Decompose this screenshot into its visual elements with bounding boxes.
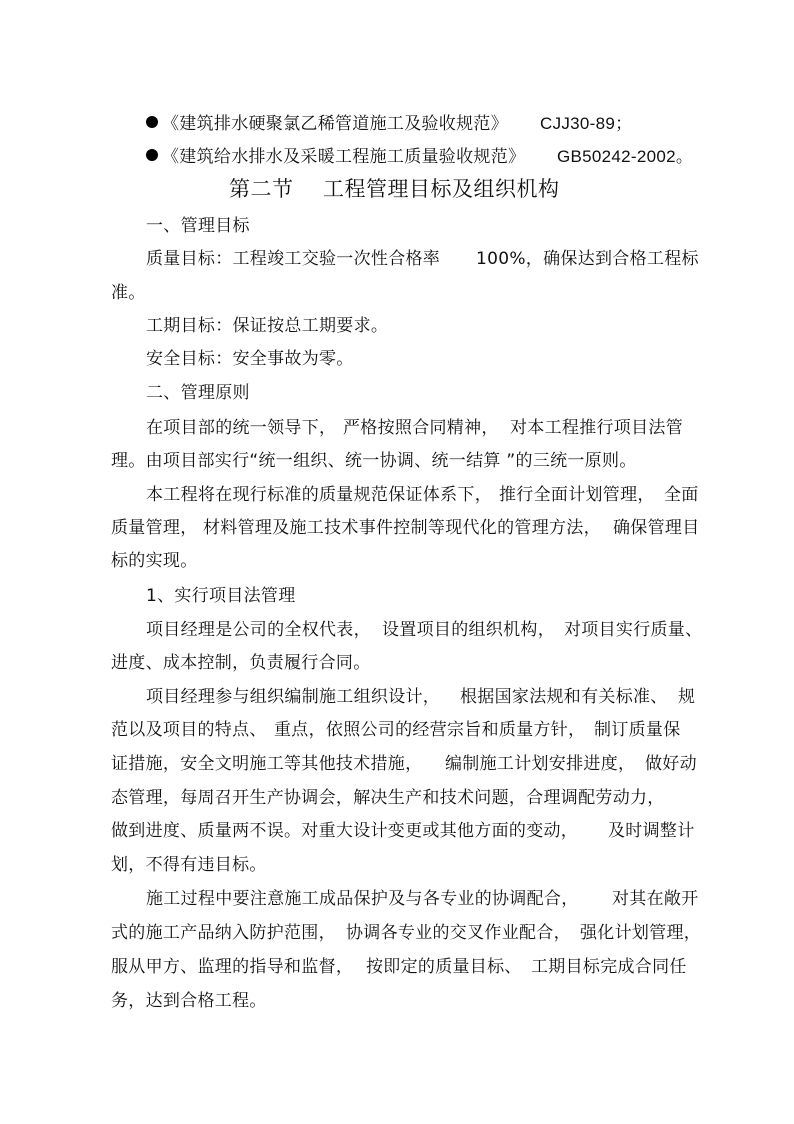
quality-goal-text: 质量目标：工程竣工交验一次性合格率 (146, 249, 441, 269)
standard-code: GB50242-2002。 (557, 147, 694, 166)
standard-name: 《建筑给水排水及采暖工程施工质量验收规范》 (162, 147, 526, 167)
text-segment: 根据国家法规和有关标准、 (460, 687, 668, 707)
section-number: 第二节 (229, 177, 294, 201)
text-segment: 编制施工计划安排进度， (445, 754, 636, 774)
paragraph-1-line-2: 理。由项目部实行“统一组织、统一协调、统一结算 ”的三统一原则。 (111, 451, 637, 471)
safety-goal: 安全目标：安全事故为零。 (146, 349, 354, 369)
standard-item-1 (146, 114, 633, 134)
text-segment: 制订质量保 (594, 720, 681, 740)
text-segment: 规 (678, 687, 696, 707)
text-segment: 服从甲方、监理的指导和监督， (111, 957, 354, 977)
heading-project-method: 1、实行项目法管理 (146, 586, 296, 606)
heading-management-goals: 一、管理目标 (146, 216, 250, 236)
standard-code: CJJ30-89； (540, 114, 633, 133)
text-segment: 本工程将在现行标准的质量规范保证体系下， (146, 485, 492, 505)
paragraph-2-line-3: 标的实现。 (111, 551, 198, 571)
text-segment: 项目经理参与组织编制施工组织设计， (146, 687, 441, 707)
quality-goal-cont: 准。 (111, 283, 146, 303)
paragraph-2-line-1 (146, 485, 699, 505)
paragraph-4-line-1 (146, 687, 696, 707)
text-segment: 设置项目的组织机构， (382, 620, 555, 640)
paragraph-5-line-3 (111, 957, 687, 977)
paragraph-2-line-2 (111, 518, 700, 538)
text-segment: 强化计划管理， (580, 923, 702, 943)
bullet-icon (146, 116, 158, 128)
paragraph-4-line-4: 态管理，每周召开生产协调会，解决生产和技术问题，合理调配劳动力， (111, 788, 665, 808)
text-segment: 施工过程中要注意施工成品保护及与各专业的协调配合， (146, 889, 579, 909)
text-segment: 重点，依照公司的经营宗旨和质量方针， (274, 720, 586, 740)
text-segment: 做好动 (645, 754, 697, 774)
paragraph-3-line-2: 进度、成本控制，负责履行合同。 (111, 653, 371, 673)
paragraph-3-line-1 (146, 620, 703, 640)
text-segment: 确保管理目 (613, 518, 700, 538)
text-segment: 做到进度、质量两不误。对重大设计变更或其他方面的变动， (111, 821, 579, 841)
paragraph-4-line-5 (111, 821, 695, 841)
text-segment: 范以及项目的特点、 (111, 720, 267, 740)
paragraph-5-line-4: 务，达到合格工程。 (111, 991, 267, 1011)
paragraph-5-line-1 (146, 889, 699, 909)
standard-item-2 (146, 147, 694, 167)
quality-goal-line (146, 249, 699, 269)
text-segment: 式的施工产品纳入防护范围， (111, 923, 336, 943)
quality-goal-rate: 100%，确保达到合格工程标 (476, 249, 699, 269)
paragraph-5-line-2 (111, 923, 702, 943)
text-segment: 在项目部的统一领导下， (146, 418, 337, 438)
text-segment: 对项目实行质量、 (564, 620, 703, 640)
text-segment: 按即定的质量目标、 (366, 957, 522, 977)
text-segment: 全面 (664, 485, 699, 505)
text-segment: 严格按照合同精神， (343, 418, 499, 438)
section-title (229, 177, 560, 201)
text-segment: 及时调整计 (608, 821, 695, 841)
schedule-goal: 工期目标：保证按总工期要求。 (146, 316, 389, 336)
text-segment: 证措施，安全文明施工等其他技术措施， (111, 754, 423, 774)
text-segment: 推行全面计划管理， (499, 485, 655, 505)
heading-management-principles: 二、管理原则 (146, 383, 250, 403)
paragraph-4-line-2 (111, 720, 681, 740)
paragraph-4-line-3 (111, 754, 697, 774)
text-segment: 项目经理是公司的全权代表， (146, 620, 371, 640)
text-segment: 协调各专业的交叉作业配合， (346, 923, 571, 943)
bullet-icon (146, 149, 158, 161)
text-segment: 质量管理， (111, 518, 198, 538)
text-segment: 材料管理及施工技术事件控制等现代化的管理方法， (203, 518, 601, 538)
paragraph-1-line-1 (146, 418, 683, 438)
text-segment: 对本工程推行项目法管 (510, 418, 683, 438)
paragraph-4-line-6: 划，不得有违目标。 (111, 855, 267, 875)
standard-name: 《建筑排水硬聚氯乙稀管道施工及验收规范》 (162, 114, 508, 134)
text-segment: 工期目标完成合同任 (531, 957, 687, 977)
text-segment: 对其在敞开 (612, 889, 699, 909)
section-heading: 工程管理目标及组织机构 (323, 177, 560, 201)
